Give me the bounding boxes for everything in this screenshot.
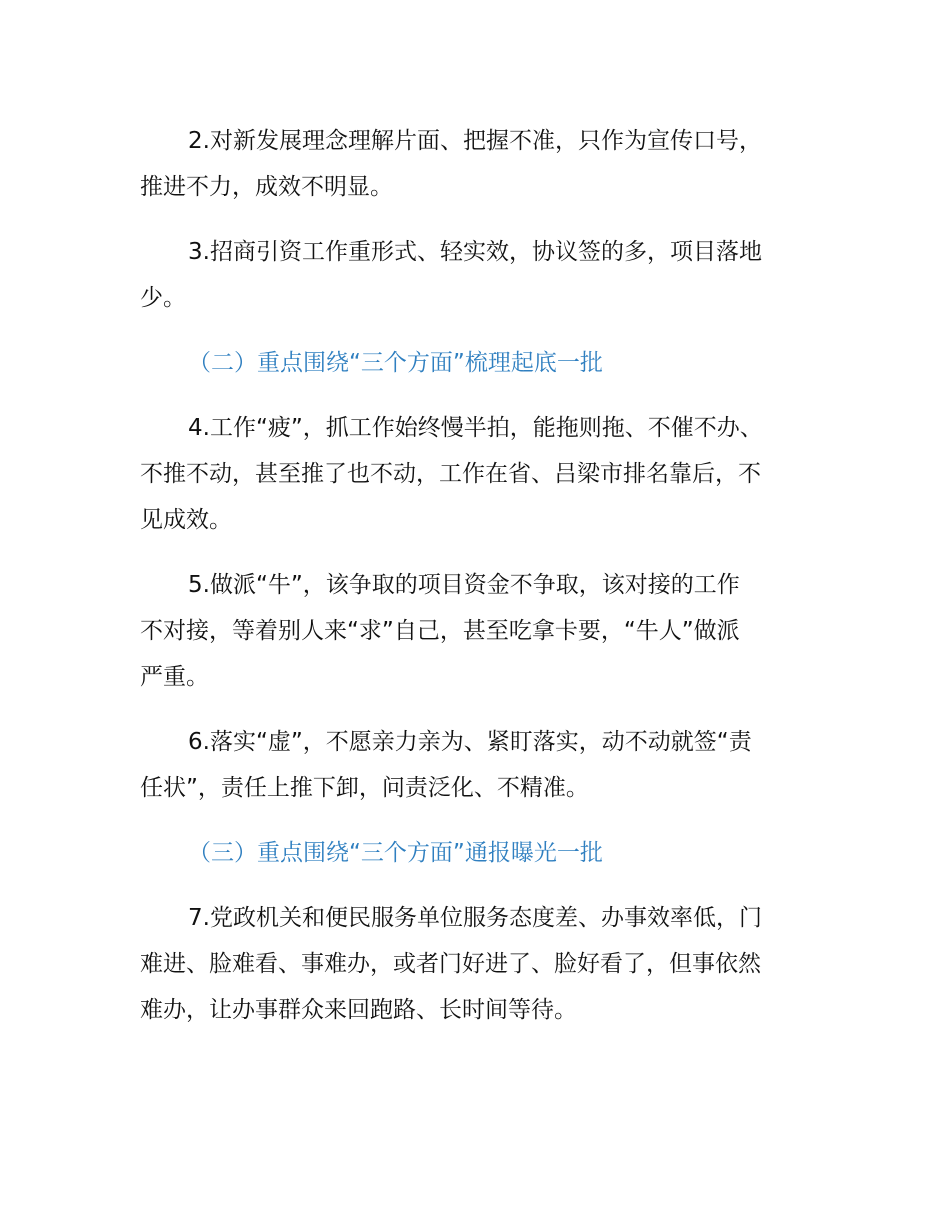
paragraph-item-4 [140, 405, 820, 543]
paragraph-line: 见成效。 [140, 507, 232, 533]
paragraph-line: 任状”，责任上推下卸，问责泛化、不精准。 [140, 775, 589, 801]
paragraph-item-6 [140, 719, 820, 811]
paragraph-item-7 [140, 895, 820, 1033]
paragraph-item-5 [140, 562, 820, 700]
paragraph-line: 3.招商引资工作重形式、轻实效，协议签的多，项目落地 [188, 239, 762, 265]
paragraph-item-2 [140, 118, 820, 210]
paragraph-line: 难进、脸难看、事难办，或者门好进了、脸好看了，但事依然 [140, 951, 761, 977]
paragraph-item-3 [140, 229, 820, 321]
paragraph-line: 推进不力，成效不明显。 [140, 174, 393, 200]
paragraph-line: 2.对新发展理念理解片面、把握不准，只作为宣传口号， [188, 128, 762, 154]
paragraph-line: 4.工作“疲”，抓工作始终慢半拍，能拖则拖、不催不办、 [188, 415, 763, 441]
paragraph-line: 6.落实“虚”，不愿亲力亲为、紧盯落实，动不动就签“责 [188, 729, 752, 755]
paragraph-line: 不推不动，甚至推了也不动，工作在省、吕梁市排名靠后，不 [140, 461, 761, 487]
paragraph-line: 5.做派“牛”，该争取的项目资金不争取，该对接的工作 [188, 572, 740, 598]
paragraph-line: 7.党政机关和便民服务单位服务态度差、办事效率低，门 [188, 905, 762, 931]
section-heading-three: （三）重点围绕“三个方面”通报曝光一批 [188, 840, 603, 866]
section-heading-two: （二）重点围绕“三个方面”梳理起底一批 [188, 350, 603, 376]
paragraph-line: 不对接，等着别人来“求”自己，甚至吃拿卡要，“牛人”做派 [140, 618, 740, 644]
paragraph-line: 难办，让办事群众来回跑路、长时间等待。 [140, 997, 577, 1023]
paragraph-line: 少。 [140, 285, 186, 311]
paragraph-line: 严重。 [140, 664, 209, 690]
document-body [140, 118, 820, 1052]
